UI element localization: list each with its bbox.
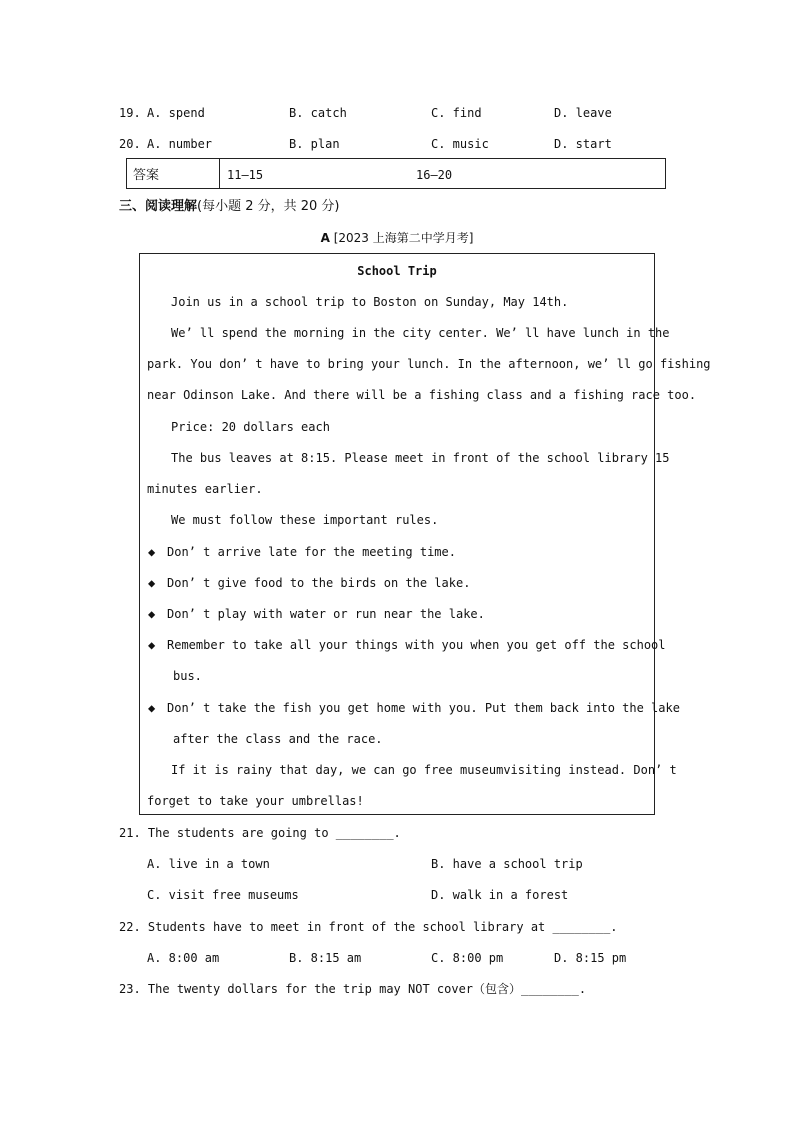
rule-item: Don’ t give food to the birds on the lake.: [167, 576, 471, 590]
bullet-diamond-icon: ◆: [148, 701, 156, 715]
rule-item: Don’ t play with water or run near the lake.: [167, 607, 485, 621]
section-title: [119, 199, 340, 215]
option-c: C. 8:00 pm: [431, 951, 504, 965]
passage-line: Price: 20 dollars each: [171, 420, 330, 434]
passage-line: Join us in a school trip to Boston on Sunday, May 14th.: [171, 295, 569, 309]
rule-item-continued: bus.: [173, 669, 202, 683]
section-title-bold: 三、阅读理解: [119, 199, 198, 214]
passage-line: We must follow these important rules.: [171, 513, 439, 527]
passage-line: forget to take your umbrellas!: [147, 794, 364, 808]
rule-item: Remember to take all your things with you when you get off the school: [167, 638, 666, 652]
option-d: D. leave: [554, 106, 612, 120]
question-stem: [119, 919, 618, 935]
bullet-diamond-icon: ◆: [148, 576, 156, 590]
rule-item: Don’ t arrive late for the meeting time.: [167, 545, 456, 559]
option-c: C. visit free museums: [147, 888, 299, 902]
question-number: 22.: [119, 920, 141, 934]
option-d: D. start: [554, 137, 612, 151]
passage-title: School Trip: [357, 264, 437, 278]
bullet-diamond-icon: ◆: [148, 607, 156, 621]
passage-line: If it is rainy that day, we can go free museumvisiting instead. Don’ t: [171, 763, 677, 777]
section-title-rest: (每小题 2 分，共 20 分): [197, 199, 340, 214]
option-c: C. music: [431, 137, 489, 151]
answer-range-2: 16—20: [416, 168, 453, 182]
passage-box: [139, 253, 711, 815]
passage-line: near Odinson Lake. And there will be a fishing class and a fishing race too.: [147, 388, 697, 402]
passage-letter: A: [320, 231, 330, 245]
passage-line: We’ ll spend the morning in the city center. We’ ll have lunch in the: [171, 326, 670, 340]
option-b: B. 8:15 am: [289, 951, 362, 965]
passage-source: [2023 上海第二中学月考]: [333, 231, 474, 245]
bullet-diamond-icon: ◆: [148, 545, 156, 559]
option-d: D. 8:15 pm: [554, 951, 627, 965]
option-b: B. have a school trip: [431, 857, 583, 871]
passage-line: minutes earlier.: [147, 482, 263, 496]
option-c: C. find: [431, 106, 482, 120]
question-text: The twenty dollars for the trip may NOT cover（包含）________.: [147, 982, 587, 996]
question-number: 21.: [119, 826, 141, 840]
passage-line: park. You don’ t have to bring your lunch. In the afternoon, we’ ll go fishing: [147, 357, 711, 371]
rule-item-continued: after the class and the race.: [173, 732, 383, 746]
question-stem: [119, 825, 401, 841]
option-b: B. plan: [289, 137, 340, 151]
option-a: A. live in a town: [147, 857, 270, 871]
option-a: A. number: [147, 137, 213, 151]
bullet-diamond-icon: ◆: [148, 638, 156, 652]
passage-tag: [0, 230, 794, 246]
answer-table: [126, 158, 666, 189]
question-number: 19.: [119, 106, 141, 120]
question-number: 20.: [119, 137, 141, 151]
passage-line: The bus leaves at 8:15. Please meet in front of the school library 15: [171, 451, 670, 465]
answer-range-1: 11—15: [227, 168, 264, 182]
question-stem: [119, 981, 586, 997]
option-a: A. spend: [147, 106, 205, 120]
option-d: D. walk in a forest: [431, 888, 569, 902]
question-number: 23.: [119, 982, 141, 996]
answer-label: 答案: [127, 159, 220, 188]
option-b: B. catch: [289, 106, 347, 120]
option-a: A. 8:00 am: [147, 951, 220, 965]
question-text: The students are going to ________.: [147, 826, 401, 840]
rule-item: Don’ t take the fish you get home with you. Put them back into the lake: [167, 701, 680, 715]
question-text: Students have to meet in front of the school library at ________.: [147, 920, 618, 934]
